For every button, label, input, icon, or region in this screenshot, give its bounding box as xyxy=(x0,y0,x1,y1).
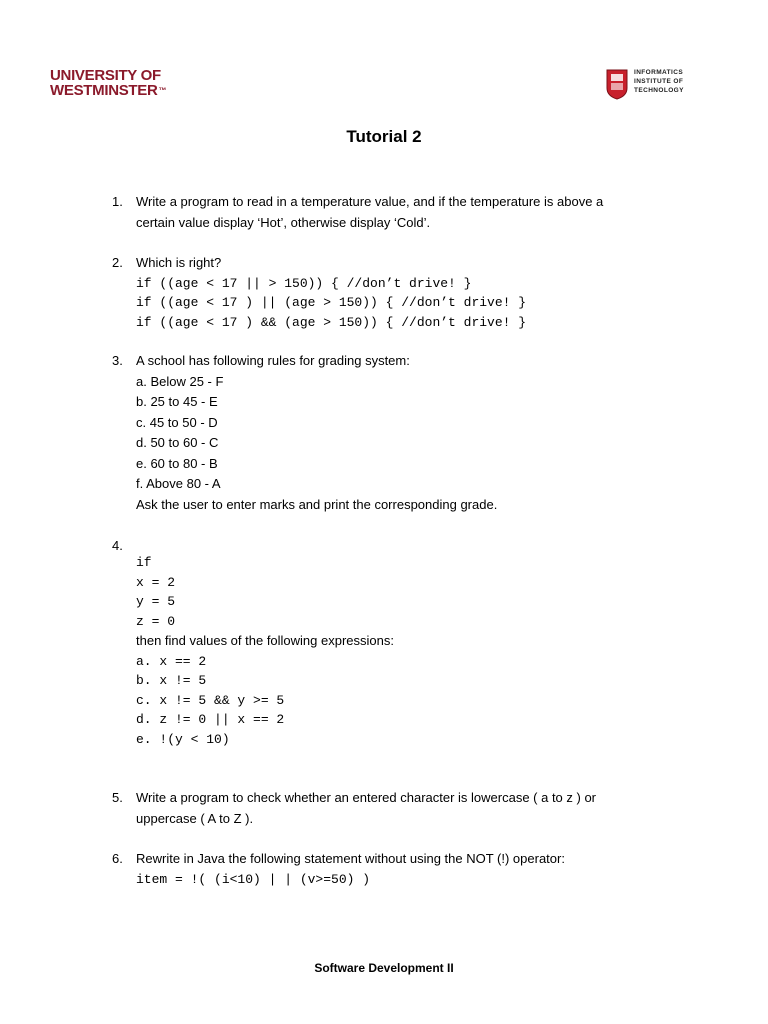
page-title: Tutorial 2 xyxy=(346,127,422,146)
expression: d. z != 0 || x == 2 xyxy=(136,712,285,727)
iit-logo-text: INFORMATICS INSTITUTE OF TECHNOLOGY xyxy=(634,69,684,94)
code-line: if ((age < 17 ) || (age > 150)) { //don’t drive! } xyxy=(136,295,527,310)
question-number: 4. xyxy=(112,538,123,553)
question-number: 2. xyxy=(112,255,123,270)
question-4: 4. if x = 2 y = 5 z = 0 then find values of the following expressions: a. x == 2 b. x != 5 c. x != 5 && y >= 5 d. z != 0 || x == 2 e. !(y < 10) xyxy=(112,536,656,749)
expression: a. x == 2 xyxy=(136,653,207,669)
code-line: y = 5 xyxy=(136,594,176,609)
logo-mark: ™ xyxy=(158,86,167,95)
code-line: x = 2 xyxy=(136,574,176,590)
code-line: if xyxy=(136,555,152,570)
code-line: if ((age < 17 || > 150)) { //don’t drive! } xyxy=(136,275,472,291)
question-number: 5. xyxy=(112,790,123,805)
code-line: item = !( (i<10) | | (v>=50) ) xyxy=(136,871,371,887)
logo-line-1: UNIVERSITY OF xyxy=(50,67,161,84)
question-6: 6. Rewrite in Java the following statement without using the NOT (!) operator: item = !( (i<10) | | (v>=50) ) xyxy=(112,849,656,889)
grade-rule: d. 50 to 60 - C xyxy=(136,435,219,450)
code-line: z = 0 xyxy=(136,613,176,629)
iit-logo xyxy=(605,68,700,100)
grade-rule: f. Above 80 - A xyxy=(136,476,221,491)
grade-rule: a. Below 25 - F xyxy=(136,373,224,389)
page-footer: Software Development II xyxy=(314,961,454,975)
grade-rule: c. 45 to 50 - D xyxy=(136,414,218,430)
logo-line-2: WESTMINSTER™ xyxy=(50,82,167,99)
question-5: 5. Write a program to check whether an entered character is lowercase ( a to z ) or uppercase ( A to Z ). xyxy=(112,790,597,826)
grade-rule: b. 25 to 45 - E xyxy=(136,394,218,409)
expression: e. !(y < 10) xyxy=(136,731,230,747)
expression: b. x != 5 xyxy=(136,673,207,688)
question-number: 6. xyxy=(112,851,123,866)
question-2: 2. Which is right? if ((age < 17 || > 150)) { //don’t drive! } if ((age < 17 ) || (age > 150)) { //don’t drive! } if ((age < 17 ) && (age > 150)) { //don’t drive! } xyxy=(112,253,656,332)
question-number: 1. xyxy=(112,194,123,209)
expression: c. x != 5 && y >= 5 xyxy=(136,692,285,708)
university-of-westminster-logo xyxy=(50,68,166,98)
question-3: 3. A school has following rules for grading system: a. Below 25 - F b. 25 to 45 - E c. 45 to 50 - D d. 50 to 60 - C e. 60 to 80 - B f. Above 80 - A Ask the user to enter marks and print the corresponding grade. xyxy=(112,351,656,515)
code-line: if ((age < 17 ) && (age > 150)) { //don’t drive! } xyxy=(136,314,527,330)
iit-seal-icon xyxy=(605,68,629,100)
question-1: 1. Write a program to read in a temperature value, and if the temperature is above a certain value display ‘Hot’, otherwise display ‘Cold’. xyxy=(112,194,604,230)
grade-rule: e. 60 to 80 - B xyxy=(136,455,218,471)
question-number: 3. xyxy=(112,353,123,368)
